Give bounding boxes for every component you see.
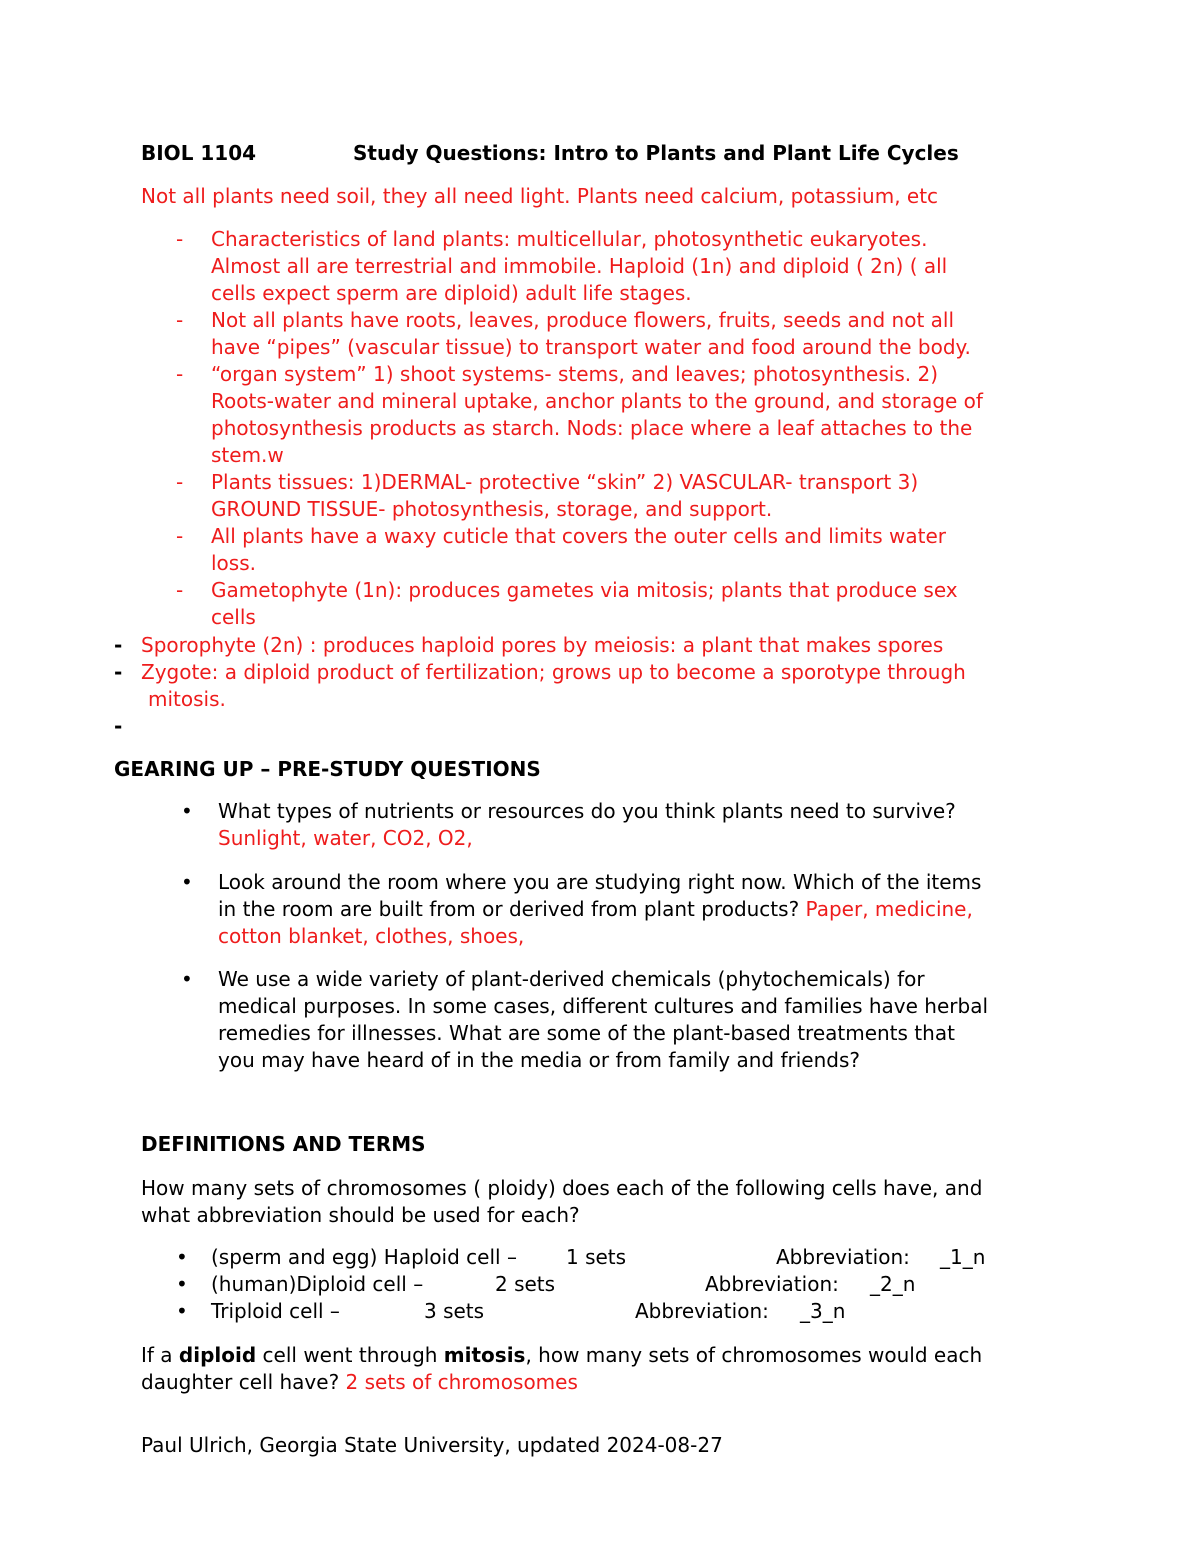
note-line: All plants have a waxy cuticle that covers the outer cells and limits water: [211, 524, 947, 548]
note-line: “organ system” 1) shoot systems- stems, and leaves; photosynthesis. 2): [211, 362, 938, 386]
note-line: have “pipes” (vascular tissue) to transport water and food around the body.: [211, 335, 971, 359]
diploid-abbr: _2_n: [870, 1272, 916, 1296]
bullet-icon: •: [181, 967, 193, 991]
ploidy-prompt-l1: How many sets of chromosomes ( ploidy) does each of the following cells have, and: [141, 1176, 983, 1200]
note-line: loss.: [211, 551, 256, 575]
gearing-up-heading: GEARING UP – PRE-STUDY QUESTIONS: [114, 757, 541, 781]
haploid-label: (sperm and egg) Haploid cell –: [211, 1245, 517, 1269]
bullet-icon: •: [176, 1245, 188, 1269]
note-line: photosynthesis products as starch. Nods: place where a leaf attaches to the: [211, 416, 973, 440]
mitosis-q-mitosis: mitosis: [443, 1343, 526, 1367]
mitosis-q-text: cell went through: [256, 1343, 444, 1367]
bullet-icon: •: [176, 1299, 188, 1323]
dash-bullet: -: [176, 470, 184, 494]
bullet-icon: •: [181, 870, 193, 894]
note-line: Characteristics of land plants: multicellular, photosynthetic eukaryotes.: [211, 227, 928, 251]
triploid-sets: 3 sets: [424, 1299, 485, 1323]
question-line: We use a wide variety of plant-derived chemicals (phytochemicals) for: [218, 967, 925, 991]
dash-bullet: -: [176, 362, 184, 386]
mitosis-q-text: daughter cell have?: [141, 1370, 340, 1394]
mitosis-q-text: , how many sets of chromosomes would each: [525, 1343, 983, 1367]
document-title: Study Questions: Intro to Plants and Plant Life Cycles: [353, 141, 959, 165]
mitosis-answer: 2 sets of chromosomes: [345, 1370, 578, 1394]
note-line: Roots-water and mineral uptake, anchor plants to the ground, and storage of: [211, 389, 983, 413]
diploid-sets: 2 sets: [495, 1272, 556, 1296]
question-room-text: in the room are built from or derived from plant products?: [218, 897, 800, 921]
diploid-label: (human)Diploid cell –: [211, 1272, 424, 1296]
question-room-l1: Look around the room where you are studying right now. Which of the items: [218, 870, 982, 894]
note-line: Zygote: a diploid product of fertilization; grows up to become a sporotype through: [141, 660, 966, 684]
diploid-abbr-label: Abbreviation:: [705, 1272, 839, 1296]
note-line: Almost all are terrestrial and immobile. Haploid (1n) and diploid ( 2n) ( all: [211, 254, 948, 278]
triploid-label: Triploid cell –: [211, 1299, 340, 1323]
note-line: Plants tissues: 1)DERMAL- protective “skin” 2) VASCULAR- transport 3): [211, 470, 919, 494]
note-line: stem.w: [211, 443, 284, 467]
mitosis-question-l2: [141, 1369, 578, 1396]
note-line: Gametophyte (1n): produces gametes via mitosis; plants that produce sex: [211, 578, 958, 602]
note-line: cells: [211, 605, 256, 629]
bullet-icon: •: [181, 799, 193, 823]
question-line: medical purposes. In some cases, different cultures and families have herbal: [218, 994, 988, 1018]
answer-room-l3: cotton blanket, clothes, shoes,: [218, 924, 525, 948]
answer-room: Paper, medicine,: [805, 897, 973, 921]
note-line: cells expect sperm are diploid) adult life stages.: [211, 281, 692, 305]
mitosis-q-text: If a: [141, 1343, 179, 1367]
question-nutrients: What types of nutrients or resources do you think plants need to survive?: [218, 799, 956, 823]
dash-bullet: -: [176, 524, 184, 548]
mitosis-question-l1: [141, 1342, 982, 1369]
question-line: remedies for illnesses. What are some of the plant-based treatments that: [218, 1021, 955, 1045]
definitions-heading: DEFINITIONS AND TERMS: [141, 1132, 426, 1156]
dash-bullet: -: [114, 633, 123, 657]
dash-bullet: -: [176, 578, 184, 602]
triploid-abbr: _3_n: [800, 1299, 846, 1323]
haploid-abbr-label: Abbreviation:: [776, 1245, 910, 1269]
bullet-icon: •: [176, 1272, 188, 1296]
dash-bullet: -: [176, 227, 184, 251]
haploid-sets: 1 sets: [566, 1245, 627, 1269]
dash-bullet: -: [114, 714, 123, 738]
note-line: Sporophyte (2n) : produces haploid pores by meiosis: a plant that makes spores: [141, 633, 944, 657]
mitosis-q-diploid: diploid: [178, 1343, 257, 1367]
question-room-l2: [218, 896, 973, 923]
footer-credit: Paul Ulrich, Georgia State University, updated 2024-08-27: [141, 1433, 723, 1457]
dash-bullet: -: [176, 308, 184, 332]
answer-nutrients: Sunlight, water, CO2, O2,: [218, 826, 473, 850]
note-line: mitosis.: [148, 687, 226, 711]
intro-note: Not all plants need soil, they all need light. Plants need calcium, potassium, etc: [141, 184, 939, 208]
course-code: BIOL 1104: [141, 141, 257, 165]
note-line: Not all plants have roots, leaves, produce flowers, fruits, seeds and not all: [211, 308, 955, 332]
triploid-abbr-label: Abbreviation:: [635, 1299, 769, 1323]
dash-bullet: -: [114, 660, 123, 684]
ploidy-prompt-l2: what abbreviation should be used for each?: [141, 1203, 580, 1227]
note-line: GROUND TISSUE- photosynthesis, storage, and support.: [211, 497, 773, 521]
question-line: you may have heard of in the media or from family and friends?: [218, 1048, 861, 1072]
haploid-abbr: _1_n: [940, 1245, 986, 1269]
